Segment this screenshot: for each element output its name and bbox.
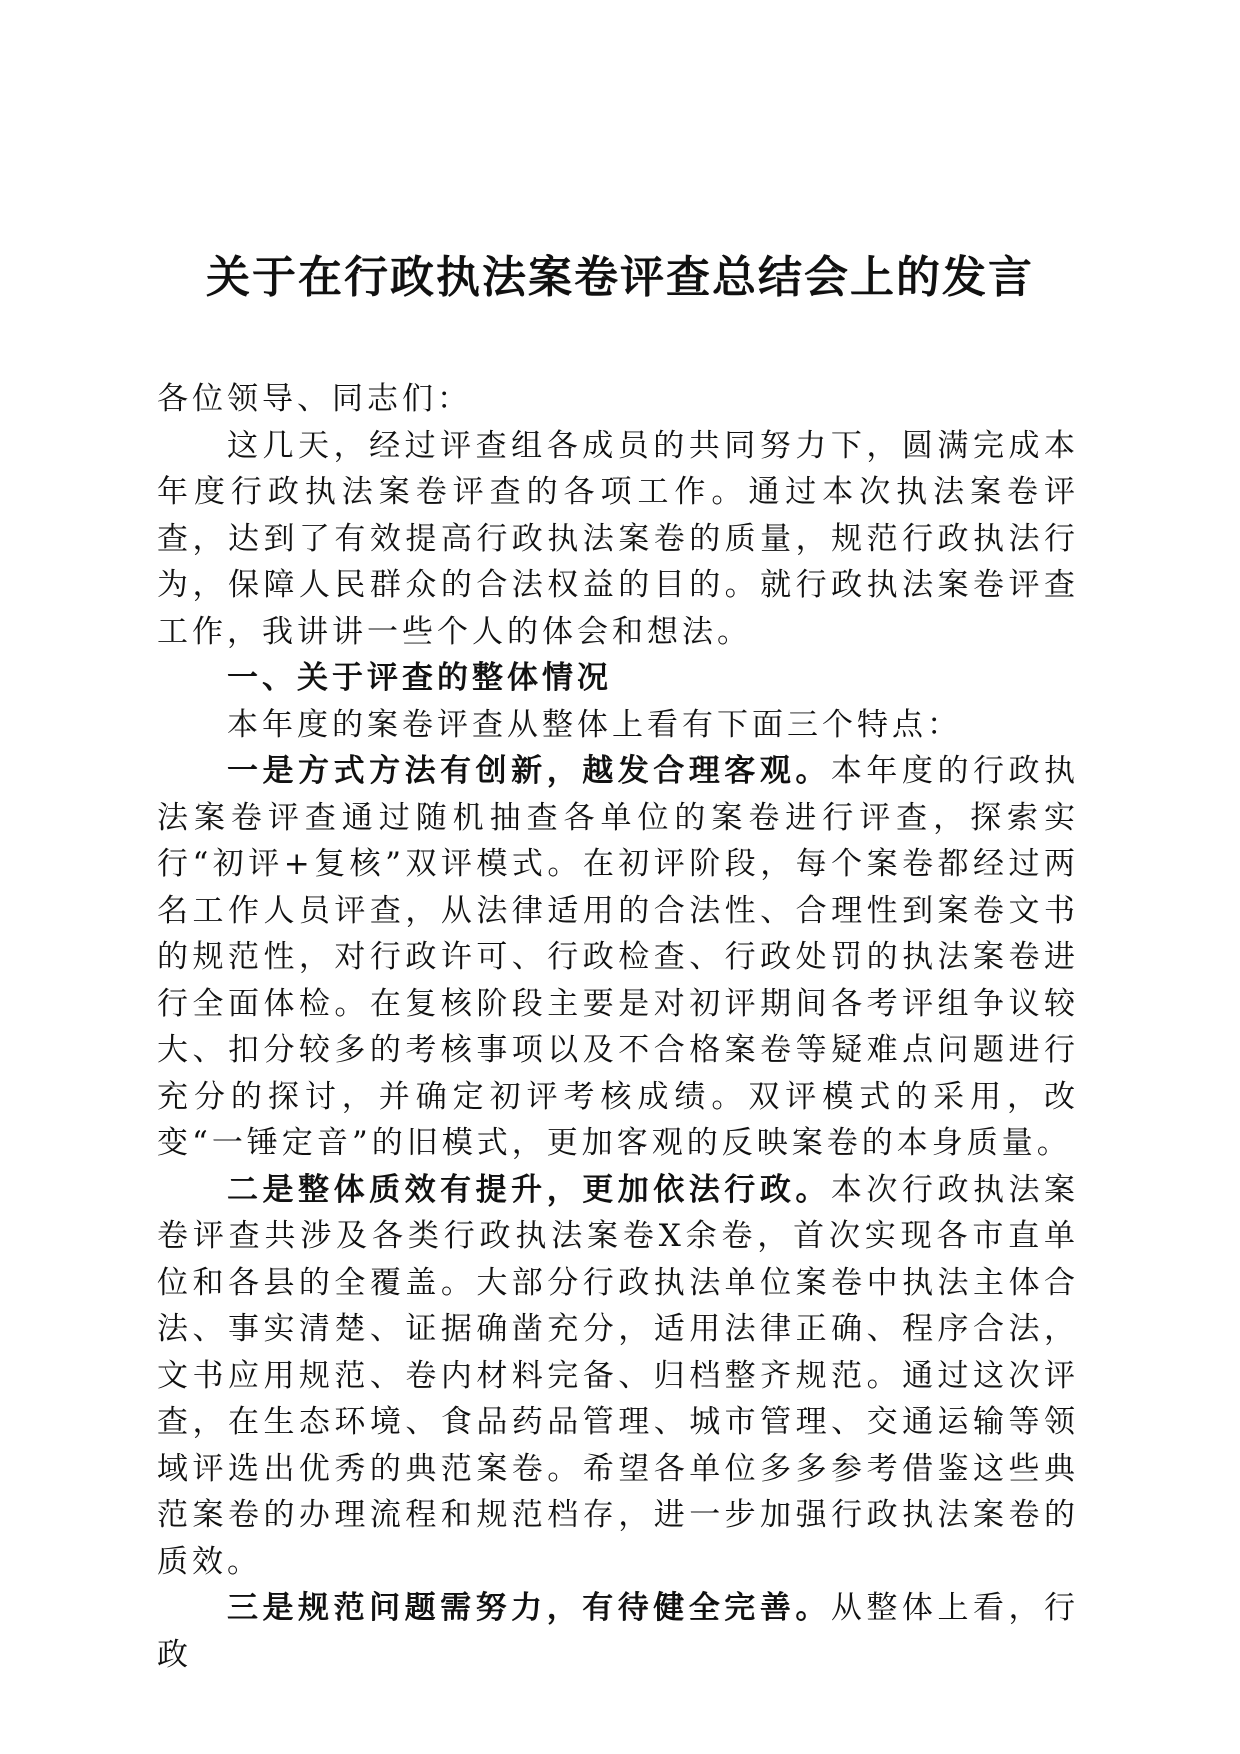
- document-title: 关于在行政执法案卷评查总结会上的发言: [206, 252, 1034, 303]
- point-text-1: 本年度的行政执法案卷评查通过随机抽查各单位的案卷进行评查，探索实行“初评+复核”双评模式。在初评阶段，每个案卷都经过两名工作人员评查，从法律适用的合法性、合理性到案卷文书的规范性，对行政许可、行政检查、行政处罚的执法案卷进行全面体检。在复核阶段主要是对初评期间各考评组争议较大、扣分较多的考核事项以及不合格案卷等疑难点问题进行充分的探讨，并确定初评考核成绩。双评模式的采用，改变“一锤定音”的旧模式，更加客观的反映案卷的本身质量。: [157, 753, 1080, 1161]
- section-heading: 一、关于评查的整体情况: [227, 660, 612, 696]
- point-text-2: 本次行政执法案卷评查共涉及各类行政执法案卷X余卷，首次实现各市直单位和各县的全覆盖。大部分行政执法单位案卷中执法主体合法、事实清楚、证据确凿充分，适用法律正确、程序合法，文书应用规范、卷内材料完备、归档整齐规范。通过这次评查，在生态环境、食品药品管理、城市管理、交通运输等领域评选出优秀的典范案卷。希望各单位多多参考借鉴这些典范案卷的办理流程和规范档存，进一步加强行政执法案卷的质效。: [157, 1171, 1080, 1580]
- point-text-3: 从整体上看，行政: [157, 1590, 1080, 1673]
- section-intro-paragraph: 本年度的案卷评查从整体上看有下面三个特点：: [227, 706, 962, 743]
- point-paragraph-3: [157, 1585, 1079, 1678]
- point-paragraph-2: [157, 1167, 1079, 1586]
- salutation: 各位领导、同志们：: [157, 381, 472, 417]
- point-lead-3: 三是规范问题需努力，有待健全完善。: [227, 1590, 831, 1626]
- intro-paragraph: 这几天，经过评查组各成员的共同努力下，圆满完成本年度行政执法案卷评查的各项工作。通过本次执法案卷评查，达到了有效提高行政执法案卷的质量，规范行政执法行为，保障人民群众的合法权益的目的。就行政执法案卷评查工作，我讲讲一些个人的体会和想法。: [157, 427, 1079, 650]
- point-lead-1: 一是方式方法有创新，越发合理客观。: [227, 753, 831, 789]
- document-body: [157, 376, 1079, 1678]
- point-paragraph-1: [157, 748, 1079, 1167]
- point-lead-2: 二是整体质效有提升，更加依法行政。: [227, 1171, 831, 1208]
